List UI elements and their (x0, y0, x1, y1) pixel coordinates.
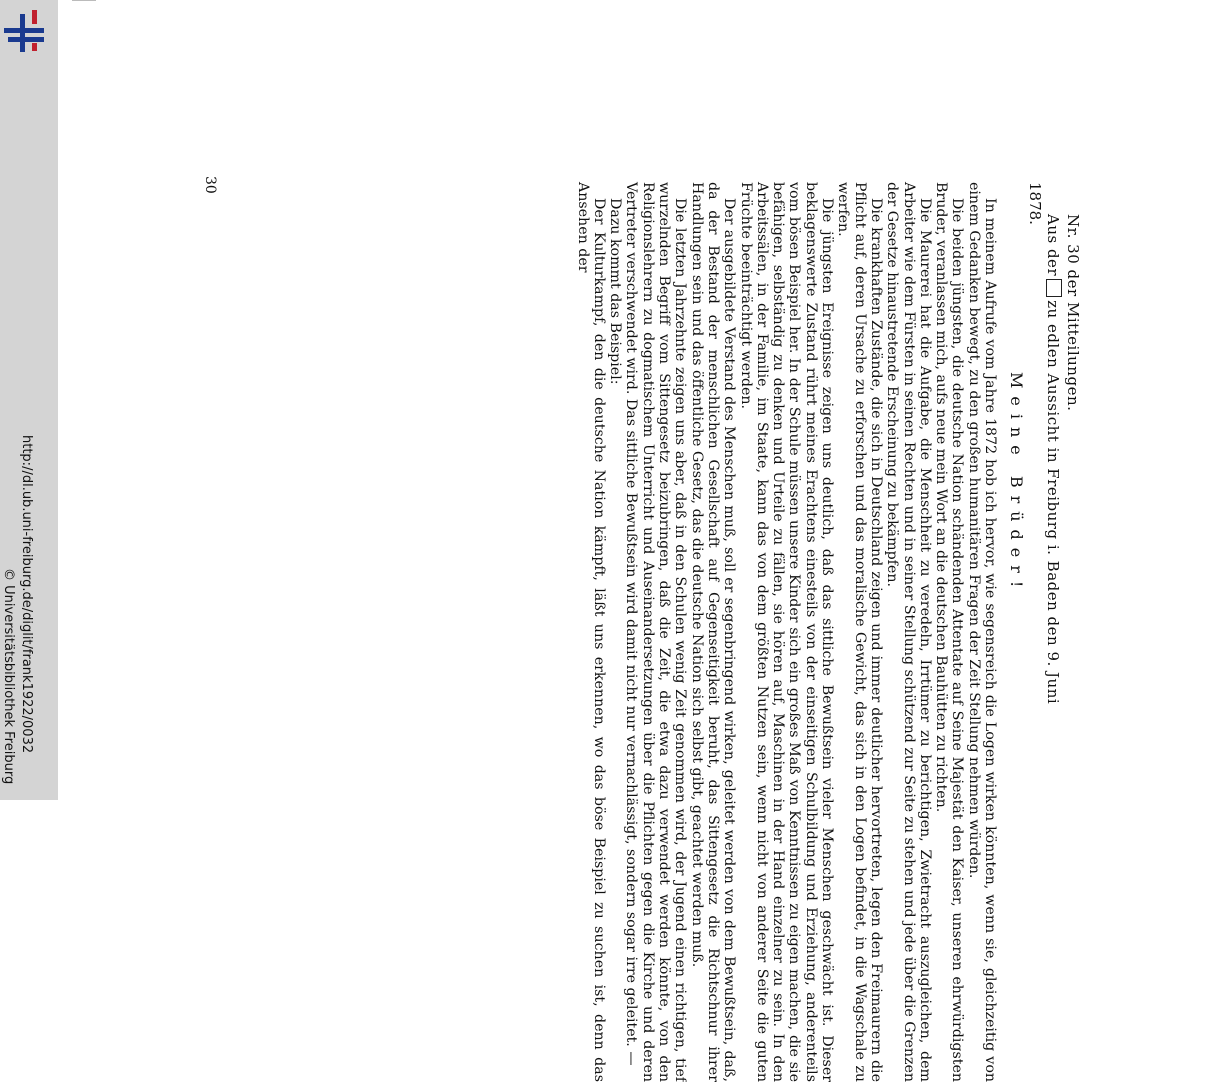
copyright-notice: © Universitätsbibliothek Freiburg (1, 568, 16, 785)
paragraph: Die Maurerei hat die Aufgabe, die Menschheit zu veredeln, Irrtümer zu berichtigen, Zwietracht auszugleichen, dem Arbeiter wie dem Fürsten in seinen Rechten und in seiner Stellung schützend zur Seite zu stehen und jede über die Grenzen der Gesetze hinaustretende Erscheinung zu bekämpfen. (884, 182, 933, 1082)
lodge-symbol-icon (1046, 279, 1062, 297)
header-year: 1878. (1026, 182, 1044, 225)
page-number: 30 (202, 176, 218, 194)
paragraph: Die beiden jüngsten, die deutsche Nation schändenden Attentate auf Seine Majestät den Kaiser, unseren ehrwürdigsten Bruder, veranlassen mich, aufs neue mein Wort an die deutschen Bauhütten zu richten. (933, 182, 966, 1082)
viewer-sidebar (0, 0, 58, 800)
ub-freiburg-logo-icon[interactable] (4, 10, 50, 52)
scan-edge-mark (72, 0, 96, 1)
body-text (574, 182, 998, 1082)
paragraph: In meinem Aufrufe vom Jahre 1872 hob ich hervor, wie segensreich die Logen wirken könnten, wenn sie, gleichzeitig von einem Gedanken bewegt, zu den großen humanitären Fragen der Zeit Stellung nehmen würden. (965, 182, 998, 1082)
header-text-a: Aus der (1044, 214, 1062, 277)
header-location-line (1044, 214, 1062, 704)
paragraph: Die letzten Jahrzehnte zeigen uns aber, daß in den Schulen wenig Zeit genommen wird, der Jugend einen richtigen, tief wurzelnden Begriff vom Sittengesetz beizubringen, daß die Zeit, die etwa dazu verwendet werden könnte, von den Religionslehrern zu dogmatischem Unterricht und Auseinandersetzungen über die Pflichten gegen die Kirche und deren Vertreter verschwendet wird. Das sittliche Bewußtsein wird damit nicht nur vernachlässigt, sondern sogar irre geleitet. — (623, 182, 689, 1082)
header-line: Nr. 30 der Mitteilungen. (1064, 214, 1082, 412)
paragraph: Die jüngsten Ereignisse zeigen uns deutlich, daß das sittliche Bewußtsein vieler Menschen geschwächt ist. Dieser beklagenswerte Zustand rührt meines Erachtens einesteils von der einseitigen Schulbildung und Erziehung, anderenteils vom bösen Beispiel her. In der Schule müssen unsere Kinder sich ein großes Maß von Kenntnissen zu eigen machen, die sie befähigen, selbständig zu denken und Urteile zu fällen, sie hören auf, Maschinen in der Hand einzelner zu sein. In den Arbeitssälen, in der Familie, im Staate, kann das von dem größten Nutzen sein, wenn nicht von anderer Seite die guten Früchte beeinträchtigt werden. (737, 182, 836, 1082)
paragraph: Der Kulturkampf, den die deutsche Nation kämpft, läßt uns erkennen, wo das böse Beispiel zu suchen ist, denn das Ansehen der (574, 182, 607, 1082)
paragraph: Die krankhaften Zustände, die sich in Deutschland zeigen und immer deutlicher hervortreten, legen den Freimaurern die Pflicht auf, deren Ursache zu erforschen und das moralische Gewicht, das sich in den Logen befindet, in die Wagschale zu werfen. (835, 182, 884, 1082)
page-title: Meine Brüder! (1007, 372, 1026, 596)
header-text-b: zu edlen Aussicht in Freiburg i. Baden den 9. Juni (1044, 300, 1062, 705)
scanned-page (170, 176, 1090, 1082)
paragraph: Dazu kommt das Beispiel: (607, 198, 624, 385)
document-url[interactable]: http://dl.ub.uni-freiburg.de/diglit/frank1922/0032 (19, 435, 34, 754)
paragraph: Der ausgebildete Verstand des Menschen muß, soll er segenbringend wirken, geleitet werden von dem Bewußtsein, daß, da der Bestand der menschlichen Gesellschaft auf Gegenseitigkeit beruht, das Sittengesetz die Richtschnur ihrer Handlungen sein und das öffentliche Gesetz, das die deutsche Nation sich selbst gibt, geachtet werden muß. (688, 182, 738, 1082)
